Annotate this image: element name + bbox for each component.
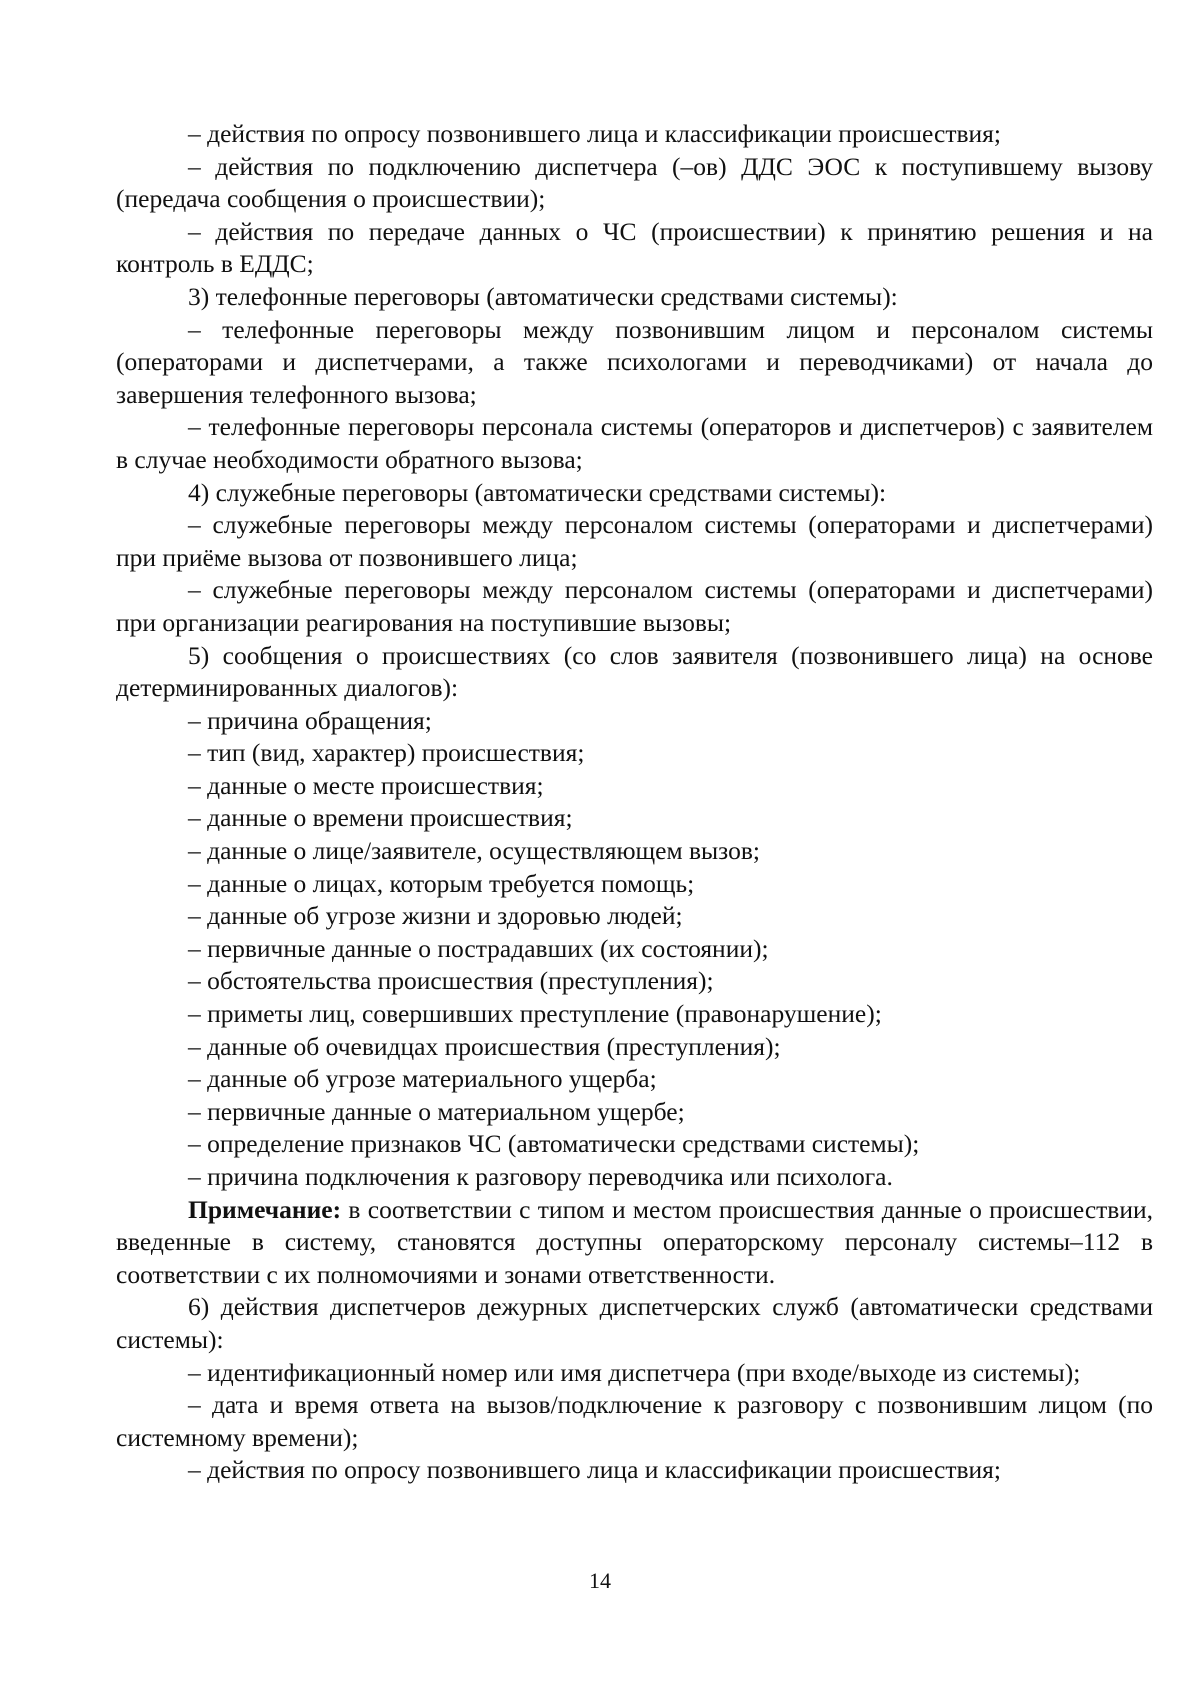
- page-number: 14: [589, 1568, 611, 1593]
- list-item-10: – приметы лиц, совершивших преступление (правонарушение);: [188, 999, 882, 1029]
- paragraph-4: 3) телефонные переговоры (автоматически средствами системы):: [188, 281, 898, 311]
- paragraph-5: – телефонные переговоры между позвонившим лицом и персоналом системы (операторами и диспетчерами, а также психологами и переводчиками) от начала до завершения телефонного вызова;: [116, 314, 1153, 409]
- paragraph-14: – действия по опросу позвонившего лица и классификации происшествия;: [188, 1455, 1001, 1485]
- paragraph-1: – действия по опросу позвонившего лица и классификации происшествия;: [188, 119, 1001, 148]
- list-item-9: – обстоятельства происшествия (преступления);: [188, 966, 714, 996]
- list-item-11: – данные об очевидцах происшествия (преступления);: [188, 1031, 781, 1061]
- paragraph-11: 6) действия диспетчеров дежурных диспетчерских служб (автоматически средствами системы):: [116, 1292, 1153, 1354]
- paragraph-9: – служебные переговоры между персоналом системы (операторами и диспетчерами) при организации реагирования на поступившие вызовы;: [116, 575, 1153, 637]
- note-paragraph: [116, 1194, 1153, 1292]
- paragraph-8: – служебные переговоры между персоналом системы (операторами и диспетчерами) при приёме вызова от позвонившего лица;: [116, 510, 1153, 572]
- list-item-3: – данные о месте происшествия;: [188, 770, 544, 800]
- document-page: [116, 118, 1153, 1487]
- paragraph-7: 4) служебные переговоры (автоматически средствами системы):: [188, 477, 887, 507]
- paragraph-12: – идентификационный номер или имя диспетчера (при входе/выходе из системы);: [188, 1357, 1081, 1387]
- list-item-6: – данные о лицах, которым требуется помощь;: [188, 868, 695, 898]
- list-item-5: – данные о лице/заявителе, осуществляющем вызов;: [188, 836, 760, 866]
- list-item-13: – первичные данные о материальном ущербе;: [188, 1096, 685, 1126]
- paragraph-10: 5) сообщения о происшествиях (со слов заявителя (позвонившего лица) на основе детерминированных диалогов):: [116, 640, 1153, 703]
- paragraph-2: – действия по подключению диспетчера (–ов) ДДС ЭОС к поступившему вызову (передача сообщения о происшествии);: [116, 151, 1153, 214]
- list-item-14: – определение признаков ЧС (автоматически средствами системы);: [188, 1129, 920, 1159]
- list-item-7: – данные об угрозе жизни и здоровью людей;: [188, 901, 683, 931]
- paragraph-6: – телефонные переговоры персонала системы (операторов и диспетчеров) с заявителем в случае необходимости обратного вызова;: [116, 412, 1153, 474]
- list-item-15: – причина подключения к разговору переводчика или психолога.: [188, 1162, 893, 1191]
- list-item-1: – причина обращения;: [188, 705, 432, 735]
- paragraph-13: – дата и время ответа на вызов/подключение к разговору с позвонившим лицом (по системному времени);: [116, 1390, 1153, 1452]
- note-label: Примечание:: [188, 1194, 342, 1224]
- list-item-4: – данные о времени происшествия;: [188, 803, 573, 833]
- list-item-2: – тип (вид, характер) происшествия;: [188, 738, 585, 768]
- list-item-12: – данные об угрозе материального ущерба;: [188, 1064, 657, 1094]
- paragraph-3: – действия по передаче данных о ЧС (происшествии) к принятию решения и на контроль в ЕДДС;: [116, 216, 1153, 279]
- list-item-8: – первичные данные о пострадавших (их состоянии);: [188, 933, 769, 963]
- note-text: в соответствии с типом и местом происшествия данные о происшествии, введенные в систему, становятся доступны операторскому персоналу системы–112 в соответствии с их полномочиями и зонами ответственности.: [116, 1194, 1153, 1289]
